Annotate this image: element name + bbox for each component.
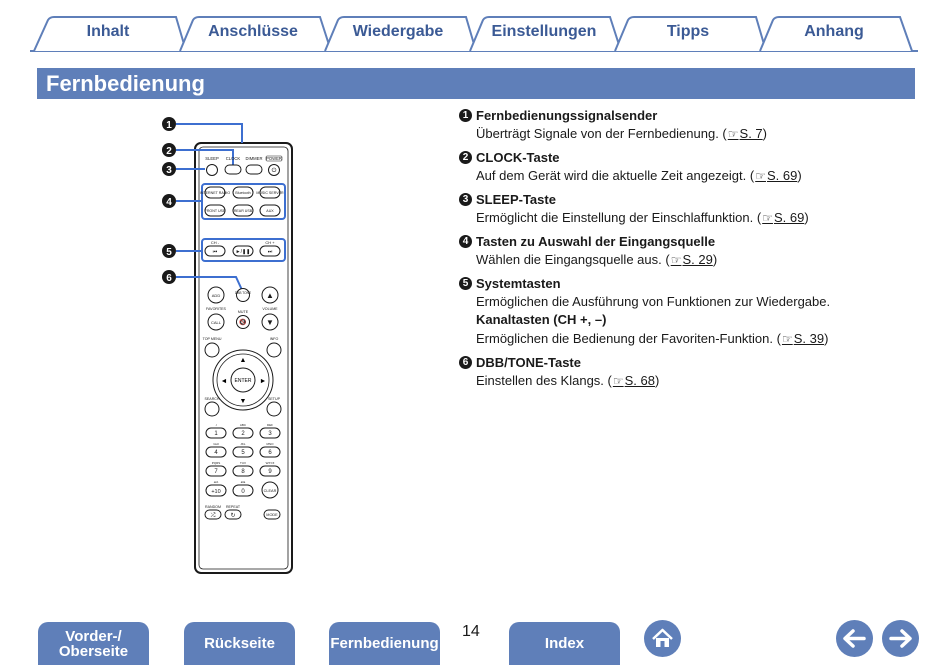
svg-text:POWER: POWER: [266, 156, 282, 161]
item-title: DBB/TONE-Taste: [476, 355, 581, 370]
svg-text:Bluetooth: Bluetooth: [235, 191, 251, 195]
svg-text:DIMMER: DIMMER: [245, 156, 263, 161]
item-title: Systemtasten: [476, 276, 561, 291]
svg-text:TOP MENU: TOP MENU: [202, 337, 222, 341]
home-icon: [644, 620, 681, 657]
item-title: Tasten zu Auswahl der Eingangsquelle: [476, 234, 716, 249]
svg-text:7: 7: [214, 469, 218, 475]
svg-text:⤮: ⤮: [210, 513, 216, 519]
item-desc: Überträgt Signale von der Fernbedienung. (☞S. 7): [476, 124, 929, 144]
svg-text:ABC: ABC: [239, 423, 247, 427]
svg-text:SLEEP: SLEEP: [205, 156, 219, 161]
pointing-hand-icon: ☞: [762, 211, 773, 225]
number-badge: 6: [459, 356, 472, 369]
svg-text:⏭: ⏭: [267, 249, 273, 255]
item-title: Fernbedienungssignalsender: [476, 108, 658, 123]
number-badge: 2: [459, 151, 472, 164]
tab-anschluesse[interactable]: Anschlüsse: [208, 23, 298, 40]
svg-text:REPEAT: REPEAT: [225, 505, 241, 509]
description-list: [459, 107, 929, 396]
page-ref-link[interactable]: S. 68: [624, 373, 655, 388]
arrow-right-icon: [882, 620, 919, 657]
tab-wiedergabe[interactable]: Wiedergabe: [352, 23, 444, 40]
svg-text:4: 4: [214, 450, 218, 456]
svg-text:►: ►: [259, 378, 267, 385]
item-desc: Wählen die Eingangsquelle aus. (☞S. 29): [476, 250, 929, 270]
svg-text:MUSIC SERVER: MUSIC SERVER: [256, 191, 284, 195]
item-sub-desc: Ermöglichen die Bedienung der Favoriten-Funktion. (☞S. 39): [476, 329, 929, 349]
number-badge: 1: [459, 109, 472, 122]
item-subtitle: Kanaltasten (CH +, –): [476, 312, 607, 327]
svg-text:◄: ◄: [220, 378, 228, 385]
svg-text:DBB TONE: DBB TONE: [234, 291, 252, 295]
pointing-hand-icon: ☞: [781, 332, 793, 346]
svg-text:CLEAR: CLEAR: [263, 489, 277, 493]
svg-text:►/❚❚: ►/❚❚: [235, 249, 251, 255]
svg-text:CLOCK: CLOCK: [225, 156, 241, 161]
svg-text:◄►: ◄►: [240, 480, 246, 484]
callout-5: 5: [166, 247, 172, 258]
desc-item-5: [459, 275, 929, 349]
desc-item-3: [459, 191, 929, 228]
page-ref-link[interactable]: S. 69: [766, 168, 798, 183]
page-ref-link[interactable]: S. 69: [773, 210, 805, 225]
page-number: 14: [462, 623, 480, 640]
svg-text:REAR USB: REAR USB: [233, 209, 253, 213]
page-ref-link[interactable]: S. 29: [682, 252, 713, 267]
svg-text:6: 6: [268, 450, 272, 456]
svg-text:RANDOM: RANDOM: [205, 505, 221, 509]
svg-text:MODE: MODE: [266, 513, 278, 517]
front-top-button[interactable]: [38, 622, 149, 665]
index-button[interactable]: Index: [509, 622, 620, 665]
svg-text:VOLUME: VOLUME: [262, 307, 278, 311]
page-ref-link[interactable]: S. 7: [739, 126, 763, 141]
callout-1: 1: [166, 120, 172, 131]
desc-item-2: [459, 149, 929, 186]
svg-text:PQRS: PQRS: [211, 461, 221, 465]
svg-text:GHI: GHI: [213, 442, 219, 446]
pointing-hand-icon: ☞: [755, 169, 766, 183]
item-title: SLEEP-Taste: [476, 192, 556, 207]
tab-anhang[interactable]: Anhang: [804, 23, 864, 40]
svg-text:▲: ▲: [239, 357, 247, 364]
svg-text:WXYZ: WXYZ: [265, 461, 275, 465]
page-title-bar: [37, 68, 915, 99]
pointing-hand-icon: ☞: [612, 374, 624, 388]
desc-item-6: [459, 354, 929, 391]
item-desc: Ermöglichen die Ausführung von Funktionen zur Wiedergabe.: [476, 294, 831, 309]
arrow-left-icon: [836, 620, 873, 657]
svg-text:DEF: DEF: [267, 423, 273, 427]
item-title: CLOCK-Taste: [476, 150, 560, 165]
svg-text:INFO: INFO: [269, 337, 279, 341]
svg-text:./: ./: [215, 423, 217, 427]
svg-text:AUX: AUX: [266, 209, 274, 213]
rear-button[interactable]: Rückseite: [184, 622, 295, 665]
svg-text:8: 8: [241, 469, 245, 475]
next-page-button[interactable]: [882, 620, 919, 657]
svg-text:3: 3: [268, 431, 272, 437]
number-badge: 4: [459, 235, 472, 248]
svg-text:CH -: CH -: [210, 240, 220, 245]
pointing-hand-icon: ☞: [670, 253, 682, 267]
pointing-hand-icon: ☞: [727, 127, 739, 141]
svg-text:FAVORITES: FAVORITES: [206, 307, 226, 311]
tab-inhalt[interactable]: Inhalt: [86, 23, 130, 40]
number-badge: 5: [459, 277, 472, 290]
svg-text:ADD: ADD: [211, 293, 221, 298]
svg-text:1: 1: [214, 431, 218, 437]
svg-text:0: 0: [241, 489, 245, 495]
svg-text:JKL: JKL: [240, 442, 246, 446]
svg-text:5: 5: [241, 450, 245, 456]
svg-text:ENTER: ENTER: [234, 378, 252, 384]
callout-4: 4: [166, 197, 172, 208]
page-ref-link[interactable]: S. 39: [793, 331, 825, 346]
svg-text:MNO: MNO: [266, 442, 274, 446]
svg-text:🔇: 🔇: [239, 320, 247, 326]
svg-text:2: 2: [241, 431, 245, 437]
svg-text:FRONT USB: FRONT USB: [204, 209, 226, 213]
desc-item-1: [459, 107, 929, 144]
svg-text:CH +: CH +: [265, 240, 275, 245]
tab-tipps[interactable]: Tipps: [666, 23, 710, 40]
callout-3: 3: [166, 165, 172, 176]
front-top-label-line1: Vorder-/: [65, 627, 122, 645]
svg-text:SETUP: SETUP: [268, 397, 280, 401]
remote-button[interactable]: Fernbedienung: [329, 622, 440, 665]
svg-text:a/A: a/A: [213, 480, 219, 484]
home-button[interactable]: [644, 620, 681, 657]
svg-text:⏮: ⏮: [212, 249, 218, 255]
front-top-label-line2: Oberseite: [58, 642, 129, 660]
desc-item-4: [459, 233, 929, 270]
callout-6: 6: [166, 273, 172, 284]
svg-text:MUTE: MUTE: [237, 310, 249, 314]
svg-text:TUV: TUV: [240, 461, 246, 465]
svg-text:▼: ▼: [239, 398, 247, 405]
tab-einstellungen[interactable]: Einstellungen: [491, 23, 597, 40]
svg-text:↻: ↻: [230, 513, 236, 519]
remote-control-image: [150, 110, 310, 580]
svg-text:+10: +10: [211, 489, 221, 495]
svg-text:▲: ▲: [266, 291, 274, 300]
svg-text:9: 9: [268, 469, 272, 475]
svg-text:INTERNET RADIO: INTERNET RADIO: [199, 191, 231, 195]
svg-text:▼: ▼: [266, 318, 274, 327]
svg-text:CALL: CALL: [210, 320, 222, 325]
page-title: Fernbedienung: [46, 71, 205, 96]
item-desc: Ermöglicht die Einstellung der Einschlaffunktion. (☞S. 69): [476, 208, 929, 228]
item-desc: Auf dem Gerät wird die aktuelle Zeit angezeigt. (☞S. 69): [476, 166, 929, 186]
number-badge: 3: [459, 193, 472, 206]
previous-page-button[interactable]: [836, 620, 873, 657]
item-desc: Einstellen des Klangs. (☞S. 68): [476, 371, 929, 391]
svg-text:SEARCH: SEARCH: [204, 397, 220, 401]
callout-2: 2: [166, 146, 172, 157]
svg-text:⏻: ⏻: [271, 168, 277, 174]
